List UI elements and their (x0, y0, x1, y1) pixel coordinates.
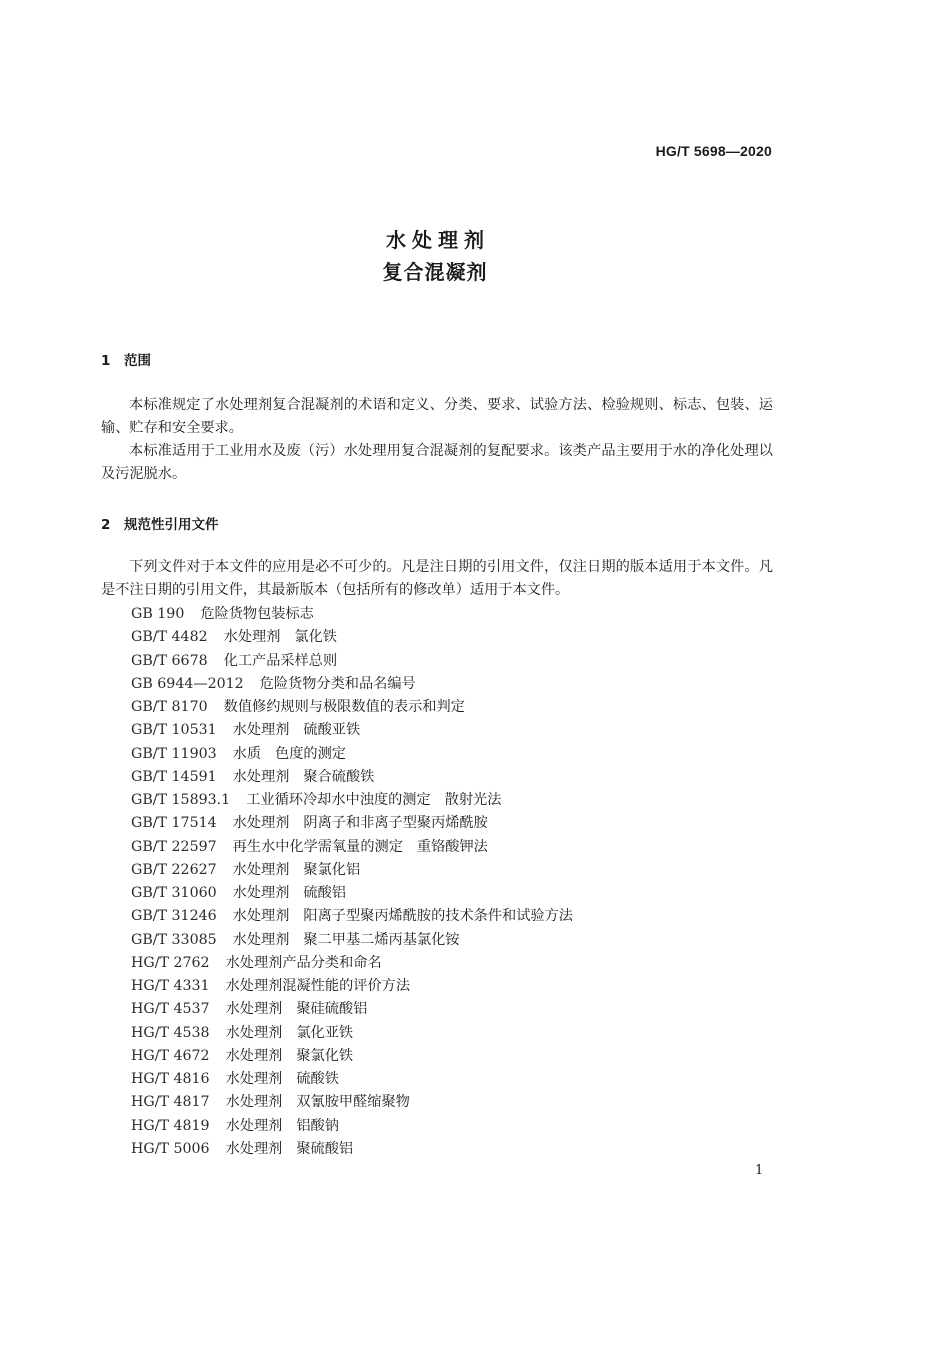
reference-item (131, 1115, 573, 1138)
reference-item (131, 719, 573, 742)
reference-title: 水处理剂产品分类和命名 (225, 954, 382, 971)
reference-title: 数值修约规则与极限数值的表示和判定 (223, 699, 465, 715)
reference-code: HG/T 4672 (131, 1047, 210, 1064)
reference-item (131, 1045, 573, 1068)
reference-subtitle: 硫酸铁 (296, 1071, 339, 1087)
reference-subtitle: 散射光法 (444, 792, 502, 808)
reference-subtitle: 铝酸钠 (296, 1117, 339, 1134)
reference-code: GB/T 31060 (131, 885, 217, 901)
reference-title: 水处理剂 (232, 885, 290, 901)
reference-title: 再生水中化学需氧量的测定 (232, 838, 403, 855)
section-1-number: 1 (101, 353, 111, 369)
reference-subtitle: 阴离子和非离子型聚丙烯酰胺 (303, 815, 488, 832)
section-1-title: 范围 (124, 353, 151, 369)
reference-code: GB/T 17514 (131, 815, 217, 832)
reference-title: 水质 (232, 745, 262, 762)
reference-code: HG/T 4537 (131, 1001, 210, 1018)
reference-item (131, 975, 573, 998)
title-main: 水处理剂 (386, 228, 490, 252)
section-2-title: 规范性引用文件 (124, 517, 219, 533)
reference-item (131, 998, 573, 1021)
reference-code: HG/T 4817 (131, 1094, 210, 1111)
reference-subtitle: 氯化铁 (294, 629, 337, 646)
reference-title: 水处理剂 (232, 931, 290, 948)
reference-code: HG/T 4331 (131, 978, 210, 994)
reference-subtitle: 聚二甲基二烯丙基氯化铵 (303, 931, 460, 948)
reference-code: HG/T 4538 (131, 1024, 210, 1041)
reference-code: GB/T 11903 (131, 745, 217, 762)
reference-title: 水处理剂 (225, 1117, 283, 1134)
title-sub: 复合混凝剂 (382, 260, 488, 284)
reference-subtitle: 硫酸铝 (303, 885, 346, 901)
reference-title: 工业循环冷却水中浊度的测定 (246, 792, 431, 808)
reference-code: GB/T 10531 (131, 722, 217, 739)
reference-item (131, 812, 573, 835)
reference-item (131, 929, 573, 952)
reference-subtitle: 聚氯化铝 (303, 861, 361, 878)
reference-title: 水处理剂 (225, 1140, 283, 1157)
reference-code: GB/T 8170 (131, 699, 208, 715)
section-2-intro: 下列文件对于本文件的应用是必不可少的。凡是注日期的引用文件，仅注日期的版本适用于本文件。凡是不注日期的引用文件，其最新版本（包括所有的修改单）适用于本文件。 (101, 559, 773, 599)
reference-item (131, 673, 573, 696)
reference-list (131, 603, 573, 1161)
reference-item (131, 1022, 573, 1045)
reference-subtitle: 双氰胺甲醛缩聚物 (296, 1094, 410, 1111)
reference-subtitle: 重铬酸钾法 (416, 838, 488, 855)
reference-code: GB/T 14591 (131, 768, 217, 785)
reference-title: 水处理剂 (225, 1071, 283, 1087)
reference-code: HG/T 2762 (131, 954, 210, 971)
reference-title: 水处理剂 (232, 722, 290, 739)
reference-code: GB/T 15893.1 (131, 792, 231, 808)
reference-title: 水处理剂混凝性能的评价方法 (225, 978, 411, 994)
standard-code: HG/T 5698—2020 (655, 143, 772, 159)
reference-item (131, 882, 573, 905)
reference-title: 危险货物分类和品名编号 (259, 675, 416, 692)
reference-item (131, 766, 573, 789)
reference-item (131, 952, 573, 975)
page-number: 1 (755, 1163, 764, 1178)
section-2-number: 2 (101, 517, 111, 533)
reference-subtitle: 聚氯化铁 (296, 1047, 354, 1064)
reference-code: GB/T 33085 (131, 931, 217, 948)
reference-item (131, 1138, 573, 1161)
reference-subtitle: 阳离子型聚丙烯酰胺的技术条件和试验方法 (303, 908, 573, 925)
reference-code: GB 190 (131, 606, 185, 622)
reference-title: 水处理剂 (225, 1001, 283, 1018)
reference-title: 水处理剂 (225, 1047, 283, 1064)
reference-title: 水处理剂 (232, 768, 290, 785)
reference-item (131, 905, 573, 928)
section-2-heading (101, 513, 219, 533)
reference-subtitle: 硫酸亚铁 (303, 722, 361, 739)
reference-code: GB/T 22597 (131, 838, 217, 855)
reference-title: 水处理剂 (225, 1094, 283, 1111)
reference-title: 水处理剂 (225, 1024, 283, 1041)
document-title (0, 226, 870, 286)
reference-item (131, 1068, 573, 1091)
reference-code: GB/T 4482 (131, 629, 208, 646)
reference-code: HG/T 4816 (131, 1071, 210, 1087)
reference-subtitle: 氯化亚铁 (296, 1024, 354, 1041)
section-1-heading (101, 349, 151, 369)
reference-item (131, 603, 573, 626)
reference-title: 水处理剂 (232, 908, 290, 925)
reference-code: HG/T 5006 (131, 1140, 210, 1157)
section-1-paragraph-2: 本标准适用于工业用水及废（污）水处理用复合混凝剂的复配要求。该类产品主要用于水的净化处理以及污泥脱水。 (101, 443, 773, 483)
reference-title: 水处理剂 (223, 629, 281, 646)
reference-item (131, 1091, 573, 1114)
reference-item (131, 743, 573, 766)
reference-title: 水处理剂 (232, 861, 290, 878)
reference-title: 化工产品采样总则 (223, 652, 338, 669)
reference-item (131, 859, 573, 882)
reference-item (131, 696, 573, 719)
reference-code: GB/T 31246 (131, 908, 217, 925)
reference-code: GB/T 22627 (131, 861, 217, 878)
reference-item (131, 836, 573, 859)
reference-subtitle: 聚合硫酸铁 (303, 768, 375, 785)
reference-title: 水处理剂 (232, 815, 290, 832)
reference-subtitle: 色度的测定 (275, 745, 346, 762)
reference-subtitle: 聚硅硫酸铝 (296, 1001, 368, 1018)
reference-item (131, 650, 573, 673)
reference-item (131, 626, 573, 649)
reference-item (131, 789, 573, 812)
section-1-paragraph-1: 本标准规定了水处理剂复合混凝剂的术语和定义、分类、要求、试验方法、检验规则、标志、包装、运输、贮存和安全要求。 (101, 397, 773, 437)
reference-code: GB/T 6678 (131, 652, 208, 669)
reference-code: HG/T 4819 (131, 1117, 210, 1134)
reference-code: GB 6944—2012 (131, 675, 244, 692)
reference-title: 危险货物包装标志 (200, 606, 314, 622)
reference-subtitle: 聚硫酸铝 (296, 1140, 354, 1157)
